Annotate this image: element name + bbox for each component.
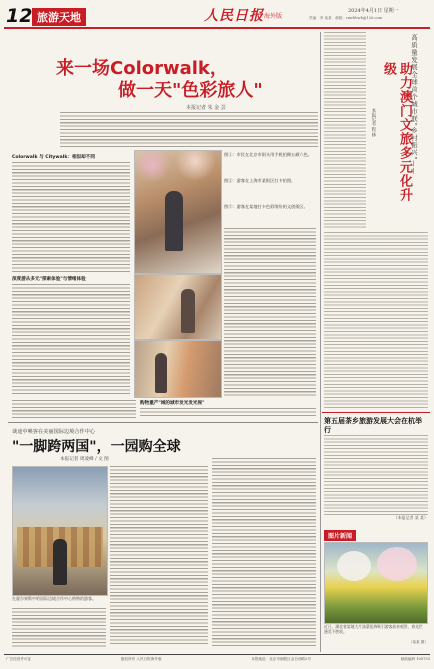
lead-paragraph bbox=[60, 112, 318, 148]
bottom-byline: 本报记者 周凌峰 / 文 图 bbox=[60, 457, 109, 462]
footer-item: 本报地址：北京市朝阳区金台西路2号 bbox=[251, 657, 312, 661]
photo-corner-image bbox=[324, 542, 428, 624]
footer-item: 广告经营许可证 bbox=[6, 657, 32, 661]
section-tag: 旅游天地 bbox=[32, 8, 86, 26]
caption-2: 图②：游客在上海市某街区打卡拍照。 bbox=[224, 178, 296, 183]
body-row-2b bbox=[140, 408, 316, 418]
caption-1: 图①：市民在北京市街头用手机拍摄五颜六色。 bbox=[224, 152, 312, 157]
body-col-2a bbox=[224, 228, 316, 396]
bottom-col-0 bbox=[12, 608, 106, 648]
main-kicker: 来一场Colorwalk， bbox=[56, 58, 228, 79]
photo-corner-credit: （某某 摄） bbox=[408, 640, 428, 644]
photo-corner-tree bbox=[337, 551, 371, 581]
footer bbox=[6, 657, 430, 662]
caption-3: 图③：游客在某地打卡色彩缤纷的文创街区。 bbox=[224, 204, 308, 209]
editor-line: 责编：李 某某 邮箱：rmrbhwb@126.com bbox=[309, 16, 383, 20]
sidebar-title: 助力澳门文旅多元化升级 bbox=[381, 62, 412, 202]
body-col-1a bbox=[12, 162, 130, 272]
bottom-col-1 bbox=[110, 466, 208, 646]
photo-corner-tree-2 bbox=[377, 547, 417, 581]
bottom-kicker: 谈途中唤客在美丽国际边境合作中心 bbox=[12, 429, 96, 435]
box-credit: （本报记者 某 某） bbox=[393, 515, 428, 520]
subhead-3: 购物重产"城的城市发光发光视" bbox=[140, 401, 205, 406]
footer-item: 版权所有 人民日报海外版 bbox=[120, 657, 162, 661]
main-byline: 本报记者 朱 金 芸 bbox=[186, 105, 226, 111]
page-header bbox=[4, 4, 430, 26]
sidebar-kicker: 高质量发展全球首个城市联"乡村振兴"—— bbox=[410, 34, 418, 176]
bottom-photo-figure bbox=[53, 539, 67, 585]
bottom-title: "一脚跨两国"，一园购全球 bbox=[12, 439, 181, 455]
box-title: 第五届茶乡旅游发展大会在杭举行 bbox=[324, 417, 422, 434]
photo-corner bbox=[322, 528, 430, 652]
photo-3-figure bbox=[155, 353, 167, 393]
masthead-logo: 人民日报 bbox=[204, 8, 264, 24]
body-col-1b bbox=[12, 284, 130, 396]
column-rule bbox=[320, 32, 321, 652]
bottom-photo bbox=[12, 466, 108, 596]
photo-3 bbox=[134, 340, 222, 398]
sidebar-byline: 本报记者 程 林 bbox=[371, 108, 376, 138]
masthead-sub: 海外版 bbox=[264, 13, 283, 20]
sidebar-col-b bbox=[324, 232, 428, 410]
photo-2 bbox=[134, 274, 222, 340]
section-divider bbox=[8, 422, 318, 423]
photo-corner-tag: 图片新闻 bbox=[324, 530, 356, 541]
photo-1-figure bbox=[165, 191, 183, 251]
box-article bbox=[322, 412, 430, 525]
photo-1 bbox=[134, 150, 222, 274]
subhead-2: 深度游从多元"探索体验"与情绪体验 bbox=[12, 277, 86, 282]
date-line: 2024年4月1日 星期一 bbox=[348, 8, 399, 14]
sidebar-headline bbox=[368, 34, 428, 222]
main-title: 做一天"色彩旅人" bbox=[118, 80, 263, 101]
sidebar-col-a bbox=[324, 32, 366, 228]
header-rule bbox=[4, 27, 430, 29]
bottom-photo-caption: 在霍尔果斯中哈国际边境合作中心购物的游客。 bbox=[12, 596, 96, 601]
body-row-2 bbox=[12, 400, 136, 418]
page-number: 12 bbox=[6, 5, 33, 27]
photo-2-figure bbox=[181, 289, 195, 333]
bottom-col-2 bbox=[212, 458, 316, 648]
footer-rule bbox=[4, 654, 430, 655]
box-body bbox=[324, 435, 428, 515]
photo-1-flowers bbox=[135, 151, 221, 185]
footer-item: 邮政编码 100733 bbox=[400, 657, 430, 661]
subhead-1: Colorwalk 与 Citywalk：相似却不同 bbox=[12, 155, 95, 160]
photo-corner-caption: 近日，湖北省某地大片油菜花海吸引游客前来观赏，春光烂漫美不胜收。 bbox=[324, 624, 423, 634]
